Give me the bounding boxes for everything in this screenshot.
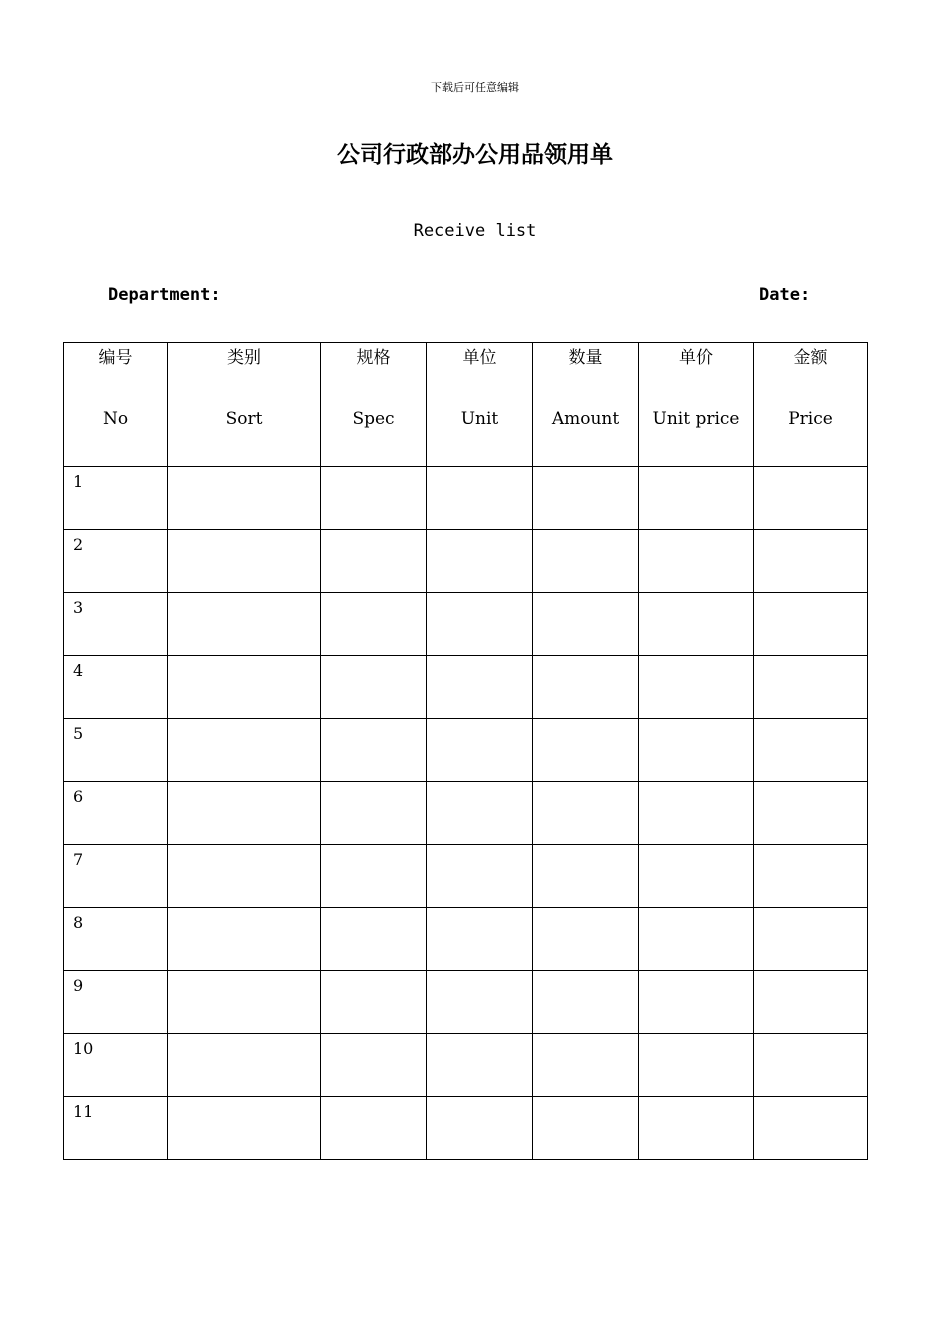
cell-spec[interactable] — [321, 971, 427, 1034]
column-header-amount — [533, 343, 639, 467]
column-header-no — [64, 343, 168, 467]
cell-spec[interactable] — [321, 593, 427, 656]
column-header-en: Unit — [460, 409, 499, 429]
column-header-cn: 单价 — [679, 348, 713, 368]
row-number: 11 — [73, 1102, 94, 1121]
cell-sort[interactable] — [168, 467, 321, 530]
row-number: 7 — [73, 850, 84, 869]
table-body — [64, 467, 868, 1160]
column-header-cn: 金额 — [793, 348, 828, 368]
cell-unit-price[interactable] — [639, 719, 754, 782]
table-row — [64, 908, 868, 971]
cell-sort[interactable] — [168, 1034, 321, 1097]
date-label: Date: — [759, 285, 811, 305]
cell-sort[interactable] — [168, 719, 321, 782]
cell-unit[interactable] — [427, 782, 533, 845]
cell-spec[interactable] — [321, 530, 427, 593]
cell-sort[interactable] — [168, 593, 321, 656]
cell-amount[interactable] — [533, 467, 639, 530]
column-header-price — [754, 343, 868, 467]
cell-price[interactable] — [754, 845, 868, 908]
cell-amount[interactable] — [533, 719, 639, 782]
table-row — [64, 467, 868, 530]
table-row — [64, 656, 868, 719]
table-row — [64, 782, 868, 845]
row-number: 9 — [73, 976, 84, 995]
cell-no — [64, 1034, 168, 1097]
page-subtitle: Receive list — [413, 221, 537, 241]
cell-no — [64, 782, 168, 845]
cell-price[interactable] — [754, 782, 868, 845]
cell-price[interactable] — [754, 971, 868, 1034]
cell-sort[interactable] — [168, 908, 321, 971]
cell-sort[interactable] — [168, 1097, 321, 1160]
row-number: 10 — [73, 1039, 94, 1058]
table-row — [64, 593, 868, 656]
row-number: 3 — [73, 598, 84, 617]
cell-no — [64, 530, 168, 593]
cell-spec[interactable] — [321, 1034, 427, 1097]
cell-spec[interactable] — [321, 719, 427, 782]
cell-unit-price[interactable] — [639, 782, 754, 845]
cell-unit-price[interactable] — [639, 530, 754, 593]
cell-unit[interactable] — [427, 593, 533, 656]
cell-unit[interactable] — [427, 1034, 533, 1097]
cell-no — [64, 593, 168, 656]
column-header-spec — [321, 343, 427, 467]
column-header-en: Amount — [551, 409, 620, 429]
cell-unit[interactable] — [427, 908, 533, 971]
cell-unit-price[interactable] — [639, 1034, 754, 1097]
cell-amount[interactable] — [533, 530, 639, 593]
cell-no — [64, 971, 168, 1034]
cell-no — [64, 467, 168, 530]
cell-amount[interactable] — [533, 908, 639, 971]
column-header-cn: 数量 — [568, 348, 603, 368]
column-header-en: Sort — [225, 409, 263, 429]
cell-unit[interactable] — [427, 1097, 533, 1160]
cell-sort[interactable] — [168, 656, 321, 719]
cell-sort[interactable] — [168, 782, 321, 845]
cell-unit-price[interactable] — [639, 908, 754, 971]
cell-price[interactable] — [754, 467, 868, 530]
table-row — [64, 530, 868, 593]
cell-spec[interactable] — [321, 908, 427, 971]
column-header-unit — [427, 343, 533, 467]
cell-unit[interactable] — [427, 656, 533, 719]
cell-unit[interactable] — [427, 530, 533, 593]
cell-unit-price[interactable] — [639, 1097, 754, 1160]
cell-unit-price[interactable] — [639, 845, 754, 908]
department-label: Department: — [108, 285, 221, 305]
row-number: 2 — [73, 535, 84, 554]
cell-spec[interactable] — [321, 845, 427, 908]
row-number: 6 — [73, 787, 84, 806]
cell-price[interactable] — [754, 1097, 868, 1160]
cell-spec[interactable] — [321, 656, 427, 719]
column-header-en: Price — [788, 409, 833, 429]
table-row — [64, 1034, 868, 1097]
cell-amount[interactable] — [533, 971, 639, 1034]
cell-price[interactable] — [754, 530, 868, 593]
cell-sort[interactable] — [168, 971, 321, 1034]
row-number: 4 — [73, 661, 84, 680]
cell-amount[interactable] — [533, 782, 639, 845]
cell-no — [64, 1097, 168, 1160]
cell-unit[interactable] — [427, 719, 533, 782]
cell-sort[interactable] — [168, 845, 321, 908]
cell-unit-price[interactable] — [639, 656, 754, 719]
cell-spec[interactable] — [321, 782, 427, 845]
column-header-cn: 单位 — [462, 348, 497, 368]
cell-spec[interactable] — [321, 467, 427, 530]
cell-amount[interactable] — [533, 1097, 639, 1160]
table-header-row — [64, 343, 868, 467]
column-header-sort — [168, 343, 321, 467]
cell-sort[interactable] — [168, 530, 321, 593]
cell-amount[interactable] — [533, 1034, 639, 1097]
cell-no — [64, 719, 168, 782]
column-header-en: Spec — [352, 409, 395, 429]
row-number: 5 — [73, 724, 84, 743]
cell-unit[interactable] — [427, 845, 533, 908]
column-header-en: Unit price — [652, 409, 740, 429]
cell-price[interactable] — [754, 719, 868, 782]
cell-unit[interactable] — [427, 467, 533, 530]
cell-no — [64, 656, 168, 719]
table-row — [64, 971, 868, 1034]
column-header-unit-price — [639, 343, 754, 467]
cell-amount[interactable] — [533, 593, 639, 656]
page-title: 公司行政部办公用品领用单 — [337, 142, 613, 168]
column-header-cn: 类别 — [227, 348, 261, 368]
receive-table — [63, 342, 868, 1160]
column-header-cn: 规格 — [356, 348, 391, 368]
table-row — [64, 719, 868, 782]
column-header-cn: 编号 — [98, 348, 133, 368]
cell-unit-price[interactable] — [639, 971, 754, 1034]
row-number: 1 — [73, 472, 84, 491]
row-number: 8 — [73, 913, 84, 932]
cell-price[interactable] — [754, 656, 868, 719]
cell-unit[interactable] — [427, 971, 533, 1034]
table-row — [64, 1097, 868, 1160]
cell-no — [64, 845, 168, 908]
column-header-en: No — [102, 409, 129, 429]
cell-spec[interactable] — [321, 1097, 427, 1160]
cell-unit-price[interactable] — [639, 593, 754, 656]
cell-no — [64, 908, 168, 971]
download-note: 下载后可任意编辑 — [431, 81, 519, 94]
cell-amount[interactable] — [533, 656, 639, 719]
cell-price[interactable] — [754, 1034, 868, 1097]
cell-unit-price[interactable] — [639, 467, 754, 530]
cell-price[interactable] — [754, 908, 868, 971]
table-row — [64, 845, 868, 908]
cell-amount[interactable] — [533, 845, 639, 908]
cell-price[interactable] — [754, 593, 868, 656]
